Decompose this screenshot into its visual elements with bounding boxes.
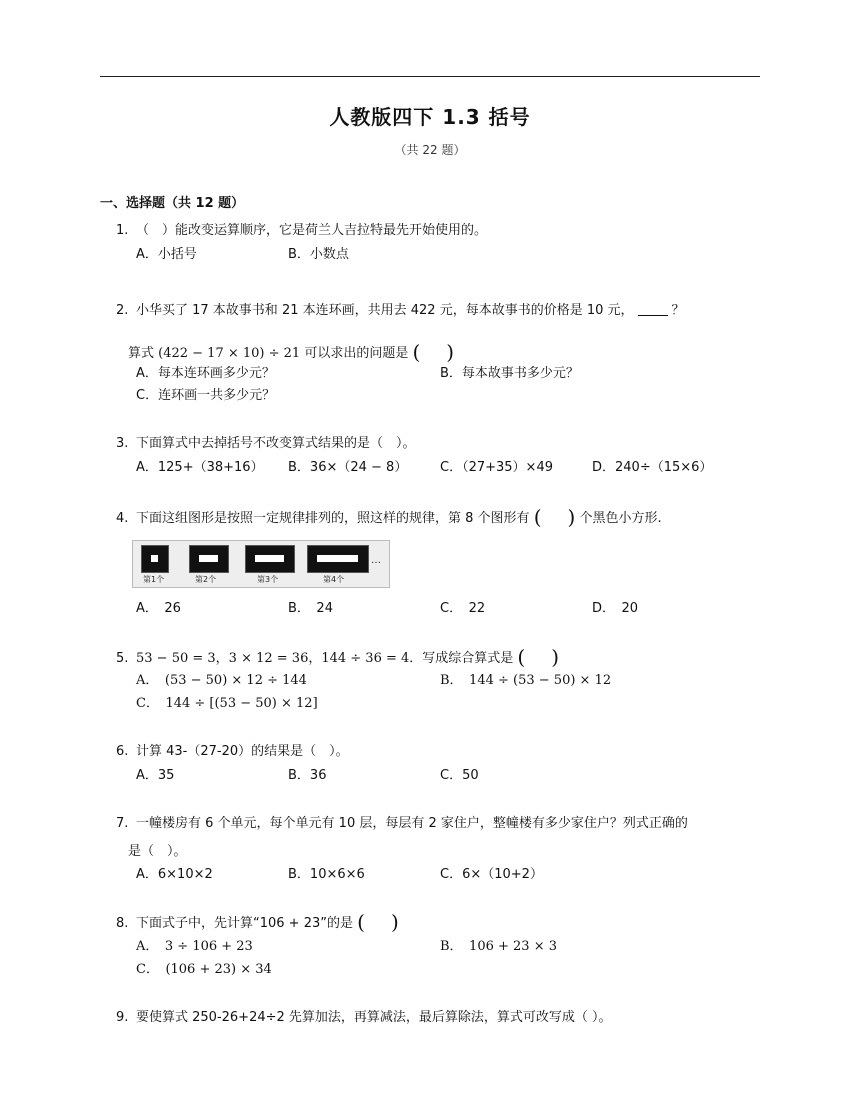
question-stem: 下面式子中，先计算“106 + 23”的是 [136, 916, 353, 931]
question-stem-end: 个黑色小方形. [579, 511, 662, 526]
question-stem: 53 − 50 = 3，3 × 12 = 36，144 ÷ 36 = 4．写成综合算式是 [136, 651, 514, 666]
option-d[interactable]: D． 20 [592, 601, 639, 616]
pattern-figure [132, 540, 390, 588]
question-4 [116, 506, 662, 530]
option-a[interactable]: A．125+（38+16） [136, 460, 264, 475]
option-c[interactable]: C． 144 ÷ [(53 − 50) × 12] [136, 696, 318, 711]
question-number: 1. [116, 223, 129, 238]
option-b[interactable]: B．10×6×6 [288, 867, 365, 882]
answer-paren-open: ( [533, 505, 542, 529]
figure-label: 第3个 [257, 575, 279, 584]
option-c[interactable]: C．6×（10+2） [440, 867, 543, 882]
option-a[interactable]: A． (53 − 50) × 12 ÷ 144 [136, 673, 307, 688]
figure-ellipsis: … [371, 555, 381, 566]
question-5 [116, 646, 559, 670]
question-stem: 算式 (422 − 17 × 10) ÷ 21 可以求出的问题是 [128, 346, 409, 361]
figure-label: 第4个 [323, 575, 345, 584]
question-9 [116, 1007, 612, 1029]
page-subtitle: （共 22 题） [394, 143, 466, 157]
option-a[interactable]: A．6×10×2 [136, 867, 213, 882]
question-number: 5. [116, 651, 129, 666]
question-stem: 小华买了 17 本故事书和 21 本连环画，共用去 422 元，每本故事书的价格是 10 元， [136, 303, 634, 318]
question-6 [116, 741, 349, 763]
top-rule [100, 76, 760, 77]
question-stem: （ ）能改变运算顺序，它是荷兰人吉拉特最先开始使用的。 [136, 223, 488, 238]
option-a[interactable]: A．每本连环画多少元？ [136, 366, 275, 381]
answer-paren-open: ( [412, 340, 421, 364]
page-title: 人教版四下 1.3 括号 [329, 105, 531, 129]
option-b[interactable]: B．36×（24 − 8） [288, 460, 408, 475]
question-3 [116, 433, 416, 455]
question-stem: 一幢楼房有 6 个单元，每个单元有 10 层，每层有 2 家住户，整幢楼有多少家住户？列式正确的 [136, 816, 688, 831]
option-a[interactable]: A．35 [136, 768, 175, 783]
option-c[interactable]: C．50 [440, 768, 479, 783]
question-1 [116, 220, 487, 242]
option-a[interactable]: A． 26 [136, 601, 181, 616]
answer-paren-close: ) [446, 340, 455, 364]
option-a[interactable]: A．小括号 [136, 247, 197, 262]
answer-paren-open: ( [517, 645, 526, 669]
option-b[interactable]: B． 106 + 23 × 3 [440, 939, 557, 954]
option-c[interactable]: C．（27+35）×49 [440, 460, 553, 475]
answer-paren-close: ) [390, 910, 399, 934]
option-b[interactable]: B．小数点 [288, 247, 349, 262]
question-2-stem-line2 [128, 340, 454, 364]
option-c[interactable]: C．连环画一共多少元？ [136, 388, 276, 403]
question-number: 6. [116, 744, 129, 759]
answer-paren-close: ) [567, 505, 576, 529]
option-c[interactable]: C． (106 + 23) × 34 [136, 962, 272, 977]
option-b[interactable]: B．36 [288, 768, 327, 783]
option-b[interactable]: B． 144 ÷ (53 − 50) × 12 [440, 673, 612, 688]
figure-label: 第2个 [195, 575, 217, 584]
pattern-figure-3 [245, 545, 295, 573]
question-7 [116, 813, 688, 835]
question-number: 8. [116, 916, 129, 931]
option-b[interactable]: B． 24 [288, 601, 333, 616]
question-number: 4. [116, 511, 129, 526]
question-8 [116, 911, 399, 935]
answer-blank[interactable] [638, 301, 668, 316]
question-number: 3. [116, 436, 129, 451]
pattern-figure-4 [307, 545, 369, 573]
question-stem: 下面这组图形是按照一定规律排列的，照这样的规律，第 8 个图形有 [136, 511, 530, 526]
question-number: 9. [116, 1010, 129, 1025]
question-stem-end: ？ [671, 303, 685, 318]
answer-paren-close: ) [551, 645, 560, 669]
option-c[interactable]: C． 22 [440, 601, 486, 616]
question-number: 7. [116, 816, 129, 831]
pattern-figure-1 [141, 545, 169, 573]
question-stem: 下面算式中去掉括号不改变算式结果的是（ ）。 [136, 436, 416, 451]
question-number: 2. [116, 303, 129, 318]
section-heading: 一、选择题（共 12 题） [100, 196, 245, 211]
pattern-figure-2 [189, 545, 229, 573]
question-stem: 要使算式 250-26+24÷2 先算加法，再算减法，最后算除法，算式可改写成（ ）。 [136, 1010, 612, 1025]
question-7-stem-line2: 是（ ）。 [128, 844, 187, 859]
answer-paren-open: ( [357, 910, 365, 934]
option-b[interactable]: B．每本故事书多少元？ [440, 366, 579, 381]
option-d[interactable]: D．240÷（15×6） [592, 460, 713, 475]
question-stem: 计算 43-（27-20）的结果是（ ）。 [136, 744, 349, 759]
question-2 [116, 300, 685, 322]
figure-label: 第1个 [143, 575, 165, 584]
option-a[interactable]: A． 3 ÷ 106 + 23 [136, 939, 253, 954]
